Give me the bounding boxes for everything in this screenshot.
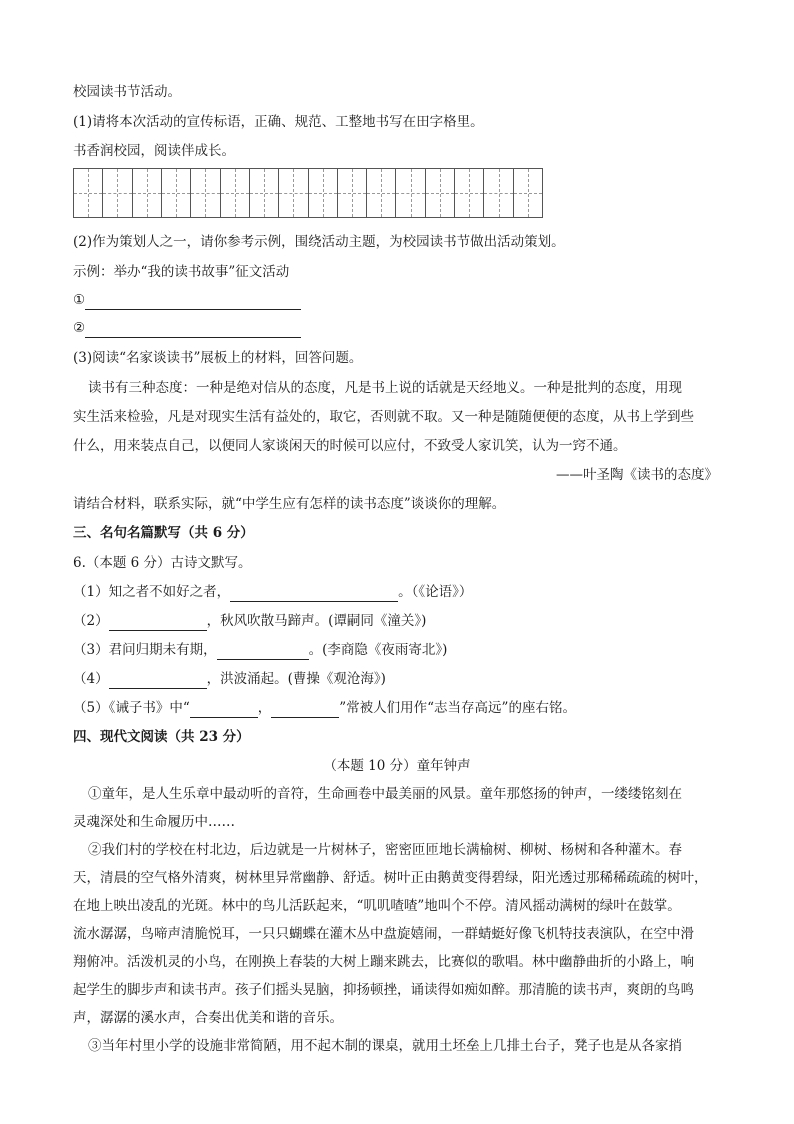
- tianzige-grid[interactable]: [73, 168, 543, 218]
- tianzige-cell[interactable]: [309, 169, 338, 217]
- para-2-line-5: 翔俯冲。活泼机灵的小鸟，在刚换上春装的大树上蹦来跳去，比赛似的歌唱。林中幽静曲折的小路上，响: [73, 954, 694, 970]
- recite-5-text: （5）《诫子书》中“: [73, 700, 190, 716]
- quote-line-3: 什么，用来装点自己，以便同人家谈闲天的时候可以应付，不致受人家讥笑，认为一窍不通。: [73, 438, 627, 454]
- recite-4-text: ，洪波涌起。(曹操《观沧海》): [206, 671, 386, 687]
- question-2: (2)作为策划人之一，请你参考示例，围绕活动主题，为校园读书节做出活动策划。: [73, 234, 565, 250]
- para-2-line-4: 流水潺潺，鸟啼声清脆悦耳，一只只蝴蝶在灌木丛中盘旋嬉闹，一群蜻蜓好像飞机特技表演队，在空中滑: [73, 926, 694, 942]
- tianzige-cell[interactable]: [133, 169, 162, 217]
- tianzige-cell[interactable]: [74, 169, 103, 217]
- para-2-line-3: 在地上映出凌乱的光斑。林中的鸟儿活跃起来，“叽叽喳喳”地叫个不停。清风摇动满树的绿叶在鼓掌。: [73, 898, 681, 914]
- para-3-line-1: ③当年村里小学的设施非常简陋，用不起木制的课桌，就用土坯垒上几排土台子，凳子也是从各家捎: [88, 1038, 682, 1054]
- tianzige-cell[interactable]: [514, 169, 542, 217]
- question-3b: 请结合材料，联系实际，就“中学生应有怎样的读书态度”谈谈你的理解。: [73, 496, 506, 512]
- recite-1-blank[interactable]: [230, 585, 398, 602]
- tianzige-cell[interactable]: [426, 169, 455, 217]
- question-3: (3)阅读“名家谈读书”展板上的材料，回答问题。: [73, 350, 363, 366]
- blank-marker-2: ②: [73, 320, 86, 336]
- recite-item-4: [73, 669, 386, 689]
- recite-2-label: （2）: [73, 613, 109, 629]
- section-4-title: 四、现代文阅读（共 23 分）: [73, 729, 250, 745]
- recite-3-text: （3）君问归期未有期，: [73, 642, 217, 658]
- quote-line-1: 读书有三种态度：一种是绝对信从的态度，凡是书上说的话就是天经地义。一种是批判的态度，用现: [88, 380, 682, 396]
- recite-5-tail: ”常被人们用作“志当存高远”的座右铭。: [339, 700, 576, 716]
- tianzige-cell[interactable]: [455, 169, 484, 217]
- recite-3-blank[interactable]: [217, 643, 309, 660]
- recite-2-text: ，秋风吹散马蹄声。(谭嗣同《潼关》): [206, 613, 427, 629]
- plan-blank-1[interactable]: [73, 290, 301, 310]
- recite-1-text: （1）知之者不如好之者，: [73, 584, 231, 600]
- slogan-text: 书香润校园，阅读伴成长。: [73, 143, 235, 159]
- recite-5-blank-a[interactable]: [190, 701, 258, 718]
- tianzige-cell[interactable]: [338, 169, 367, 217]
- article-title: （本题 10 分）童年钟声: [323, 758, 471, 774]
- recite-5-comma: ，: [257, 700, 272, 716]
- recite-4-blank[interactable]: [109, 672, 207, 689]
- quote-source: ——叶圣陶《读书的态度》: [556, 467, 718, 483]
- para-1-line-2: 灵魂深处和生命履历中……: [73, 814, 235, 830]
- plan-answer-line-1[interactable]: [85, 293, 301, 310]
- tianzige-cell[interactable]: [484, 169, 513, 217]
- para-2-line-1: ②我们村的学校在村北边，后边就是一片树林子，密密匝匝地长满榆树、柳树、杨树和各种灌木。春: [88, 842, 682, 858]
- recite-3-source: 。(李商隐《夜雨寄北》): [308, 642, 448, 658]
- tianzige-cell[interactable]: [250, 169, 279, 217]
- tianzige-cell[interactable]: [191, 169, 220, 217]
- example-text: 示例：举办“我的读书故事”征文活动: [73, 264, 290, 280]
- question-6: 6.（本题 6 分）古诗文默写。: [73, 555, 252, 571]
- intro-text: 校园读书节活动。: [73, 84, 181, 100]
- tianzige-cell[interactable]: [103, 169, 132, 217]
- para-2-line-7: 声，潺潺的溪水声，合奏出优美和谐的音乐。: [73, 1010, 343, 1026]
- section-3-title: 三、名句名篇默写（共 6 分）: [73, 525, 254, 541]
- tianzige-cell[interactable]: [162, 169, 191, 217]
- recite-2-blank[interactable]: [109, 614, 207, 631]
- recite-item-1: [73, 582, 472, 602]
- recite-item-2: [73, 611, 426, 631]
- tianzige-cell[interactable]: [367, 169, 396, 217]
- tianzige-cell[interactable]: [221, 169, 250, 217]
- tianzige-cell[interactable]: [279, 169, 308, 217]
- para-2-line-6: 起学生的脚步声和读书声。孩子们摇头晃脑，抑扬顿挫，诵读得如痴如醉。那清脆的读书声，爽朗的鸟鸣: [73, 982, 694, 998]
- tianzige-cell[interactable]: [396, 169, 425, 217]
- recite-5-blank-b[interactable]: [271, 701, 339, 718]
- question-1: (1)请将本次活动的宣传标语，正确、规范、工整地书写在田字格里。: [73, 114, 484, 130]
- recite-item-3: [73, 640, 447, 660]
- para-2-line-2: 天，清晨的空气格外清爽，树林里异常幽静、舒适。树叶正由鹅黄变得碧绿，阳光透过那稀稀疏疏的树叶，: [73, 870, 708, 886]
- recite-4-label: （4）: [73, 671, 109, 687]
- quote-line-2: 实生活来检验，凡是对现实生活有益处的，取它，否则就不取。又一种是随随便便的态度，从书上学到些: [73, 409, 694, 425]
- recite-item-5: [73, 698, 576, 718]
- recite-1-source: 。（《论语》）: [398, 584, 473, 600]
- blank-marker-1: ①: [73, 292, 86, 308]
- plan-answer-line-2[interactable]: [85, 321, 301, 338]
- para-1-line-1: ①童年，是人生乐章中最动听的音符，生命画卷中最美丽的风景。童年那悠扬的钟声，一缕缕铭刻在: [88, 786, 682, 802]
- plan-blank-2[interactable]: [73, 318, 301, 338]
